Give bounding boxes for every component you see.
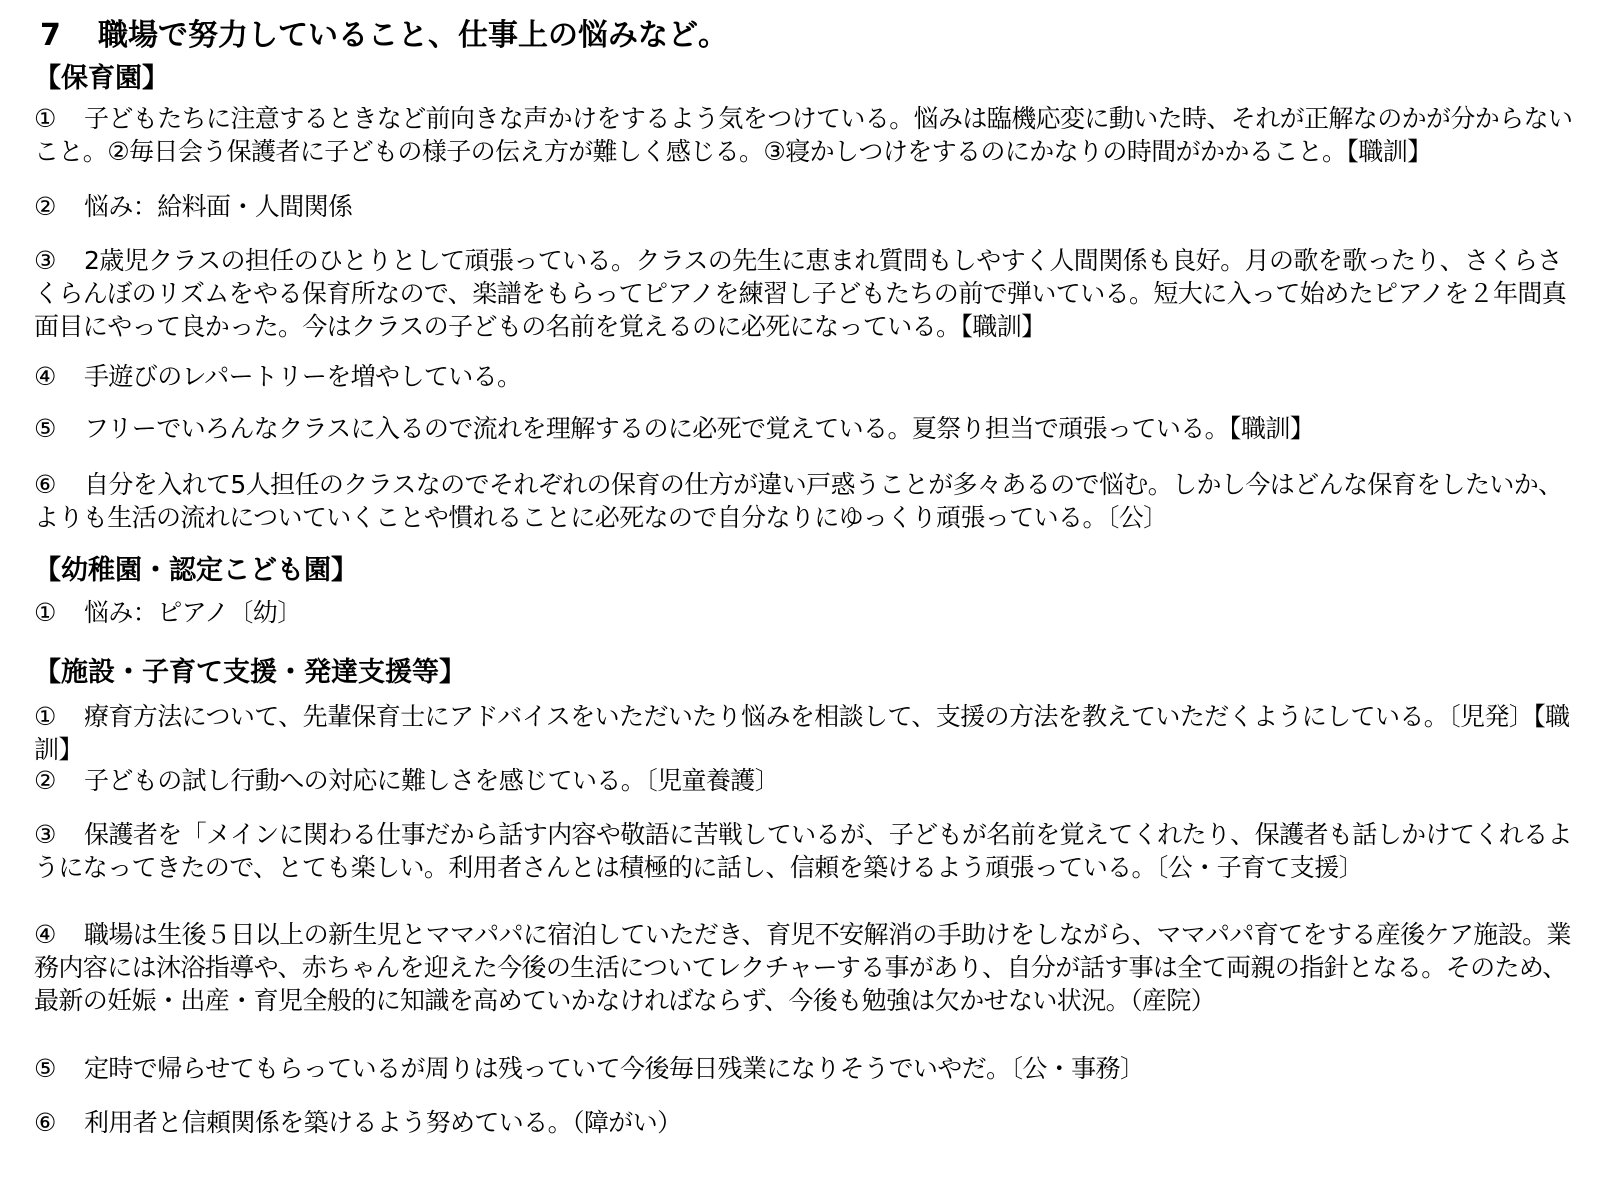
item-marker: ②	[34, 192, 56, 221]
item-text: 手遊びのレパートリーを増やしている。	[84, 362, 522, 391]
item-marker: ⑥	[34, 1108, 56, 1137]
list-item	[34, 918, 1574, 1017]
item-text: 2歳児クラスの担任のひとりとして頑張っている。クラスの先生に恵まれ質問もしやすく人間関係も良好。月の歌を歌ったり、さくらさくらんぼのリズムをやる保育所なので、楽譜をもらってピアノを練習し子どもたちの前で弾いている。短大に入って始めたピアノを２年間真面目にやって良かった。今はクラスの子どもの名前を覚えるのに必死になっている。【職訓】	[34, 246, 1567, 341]
list-item	[34, 700, 1574, 766]
page-title	[40, 14, 728, 58]
item-marker: ④	[34, 362, 56, 391]
item-text: 子どもの試し行動への対応に難しさを感じている。〔児童養護〕	[84, 766, 780, 795]
item-text: 保護者を「メインに関わる仕事だから話す内容や敬語に苦戦しているが、子どもが名前を覚えてくれたり、保護者も話しかけてくれるようになってきたので、とても楽しい。利用者さんとは積極的に話し、信頼を築けるよう頑張っている。〔公・子育て支援〕	[34, 820, 1572, 882]
list-item	[34, 1052, 1574, 1085]
list-item	[34, 596, 1574, 629]
item-text: 自分を入れて5人担任のクラスなのでそれぞれの保育の仕方が違い戸惑うことが多々あるので悩む。しかし今はどんな保育をしたいか、よりも生活の流れについていくことや慣れることに必死なので自分なりにゆっくり頑張っている。〔公〕	[34, 470, 1563, 532]
item-marker: ⑤	[34, 414, 56, 443]
section-heading-hoikuen: 【保育園】	[34, 63, 169, 94]
item-marker: ④	[34, 920, 56, 949]
item-text: 利用者と信頼関係を築けるよう努めている。（障がい）	[84, 1108, 682, 1137]
item-marker: ⑤	[34, 1054, 56, 1083]
item-marker: ①	[34, 598, 56, 627]
list-item	[34, 190, 1574, 223]
item-marker: ①	[34, 702, 56, 731]
item-marker: ①	[34, 104, 56, 133]
item-marker: ⑥	[34, 470, 56, 499]
item-text: 子どもたちに注意するときなど前向きな声かけをするよう気をつけている。悩みは臨機応変に動いた時、それが正解なのかが分からないこと。②毎日会う保護者に子どもの様子の伝え方が難しく感じる。③寝かしつけをするのにかなりの時間がかかること。【職訓】	[34, 104, 1573, 166]
item-text: フリーでいろんなクラスに入るので流れを理解するのに必死で覚えている。夏祭り担当で頑張っている。【職訓】	[84, 414, 1315, 443]
list-item	[34, 412, 1574, 445]
section-heading-shisetsu: 【施設・子育て支援・発達支援等】	[34, 657, 466, 688]
item-marker: ②	[34, 766, 56, 795]
item-marker: ③	[34, 820, 56, 849]
list-item	[34, 818, 1574, 884]
item-text: 職場は生後５日以上の新生児とママパパに宿泊していただき、育児不安解消の手助けをしながら、ママパパ育てをする産後ケア施設。業務内容には沐浴指導や、赤ちゃんを迎えた今後の生活についてレクチャーする事があり、自分が話す事は全て両親の指針となる。そのため、最新の妊娠・出産・育児全般的に知識を高めていかなければならず、今後も勉強は欠かせない状況。（産院）	[34, 920, 1571, 1015]
list-item	[34, 1106, 1574, 1139]
item-text: 悩み：給料面・人間関係	[84, 192, 353, 221]
item-text: 悩み：ピアノ〔幼〕	[84, 598, 302, 627]
list-item	[34, 102, 1574, 168]
title-number: 7	[40, 18, 61, 53]
list-item	[34, 360, 1574, 393]
title-text: 職場で努力していること、仕事上の悩みなど。	[98, 18, 728, 53]
list-item	[34, 764, 1574, 797]
item-text: 療育方法について、先輩保育士にアドバイスをいただいたり悩みを相談して、支援の方法を教えていただくようにしている。〔児発〕【職訓】	[34, 702, 1570, 764]
item-marker: ③	[34, 246, 56, 275]
list-item	[34, 468, 1574, 534]
list-item	[34, 244, 1574, 343]
section-heading-yochien: 【幼稚園・認定こども園】	[34, 555, 358, 586]
item-text: 定時で帰らせてもらっているが周りは残っていて今後毎日残業になりそうでいやだ。〔公・事務〕	[84, 1054, 1145, 1083]
